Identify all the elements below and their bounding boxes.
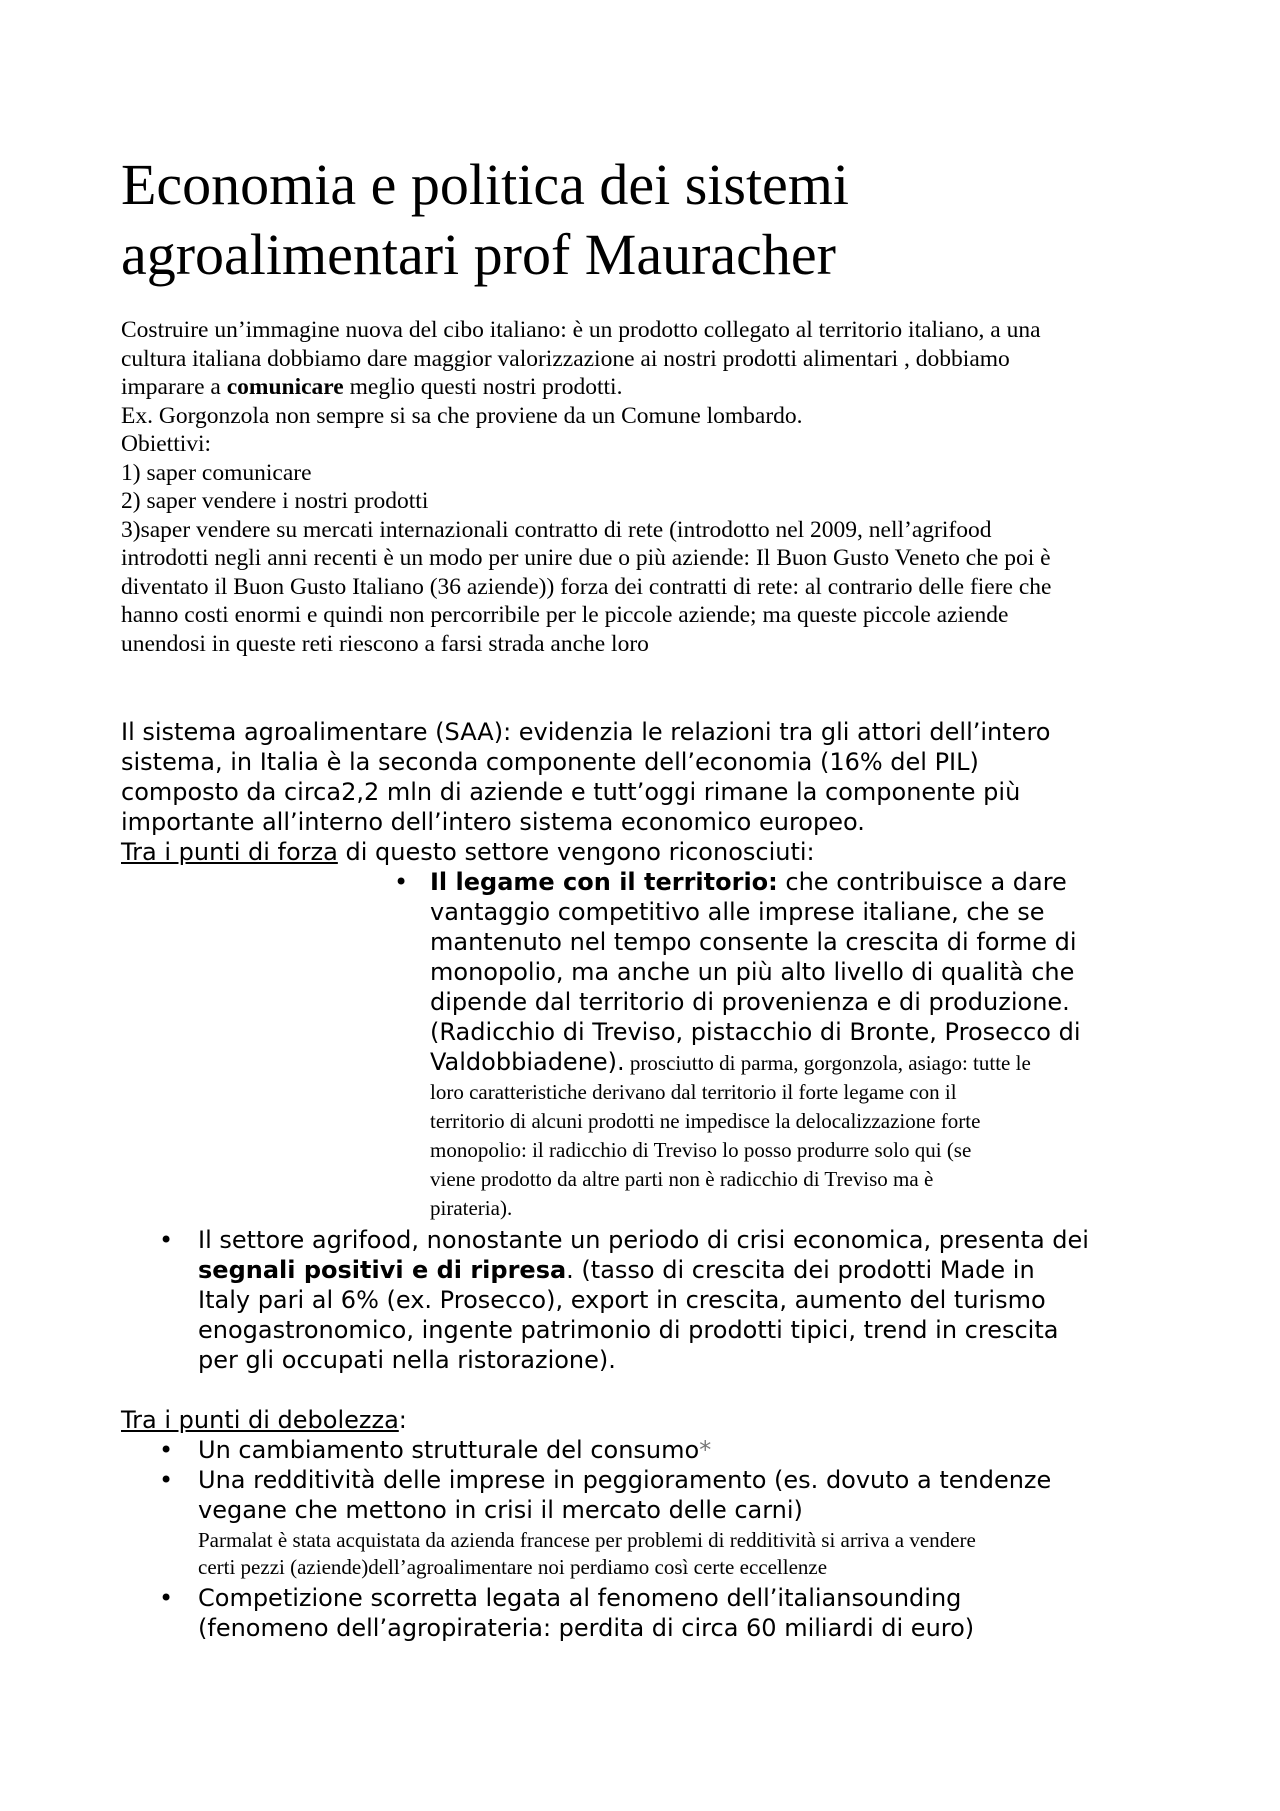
objective-item-cont: unendosi in queste reti riescono a farsi strada anche loro — [121, 630, 649, 657]
objectives-heading: Obiettivi: — [121, 431, 212, 457]
bullet-icon: • — [159, 1584, 174, 1612]
bullet-icon: • — [159, 1436, 174, 1464]
title-line-2: agroalimentari prof Mauracher — [121, 222, 836, 287]
title-line-1: Economia e politica dei sistemi — [121, 152, 850, 217]
bullet-icon: • — [159, 1226, 174, 1254]
saa-line: composto da circa2,2 mln di aziende e tutt’oggi rimane la componente più — [121, 778, 1021, 806]
weakness-item-profitability: Una redditività delle imprese in peggioramento (es. dovuto a tendenze vegane che mettono in crisi il mercato delle carni) — [198, 1466, 1052, 1524]
saa-line: sistema, in Italia è la seconda componente dell’economia (16% del PIL) — [121, 748, 979, 776]
weakness-item-italiansounding: Competizione scorretta legata al fenomeno dell’italiansounding (fenomeno dell’agropirateria: perdita di circa 60 miliardi di euro) — [198, 1584, 975, 1642]
strength-item-territory: Il legame con il territorio: che contribuisce a dare vantaggio competitivo alle imprese italiane, che se mantenuto nel tempo consente la crescita di forme di monopolio, ma anche un più alto livello di qualità che dipende dal territorio di provenienza e di produzione. (Radicchio di Treviso, pistacchio di Bronte, Prosecco di Valdobbiadene). prosciutto di parma, gorgonzola, asiago: tutte le — [430, 868, 1081, 1076]
saa-line: Il sistema agroalimentare (SAA): evidenzia le relazioni tra gli attori dell’intero — [121, 718, 1051, 746]
weakness-item-profitability-notes: Parmalat è stata acquistata da azienda francese per problemi di redditività si arriva a vendere certi pezzi (aziende)dell’agroalimentare noi perdiamo così certe eccellenze — [198, 1528, 976, 1579]
intro-line: cultura italiana dobbiamo dare maggior valorizzazione ai nostri prodotti alimentari , dobbiamo — [121, 345, 1010, 372]
objective-item-cont: hanno costi enormi e quindi non percorribile per le piccole aziende; ma queste piccole aziende — [121, 602, 1009, 628]
intro-line: Costruire un’immagine nuova del cibo italiano: è un prodotto collegato al territorio italiano, a una — [121, 317, 1041, 343]
strengths-heading: Tra i punti di forza di questo settore vengono riconosciuti: — [121, 838, 815, 866]
strength-item-agrifood: Il settore agrifood, nonostante un periodo di crisi economica, presenta dei segnali positivi e di ripresa. (tasso di crescita dei prodotti Made in Italy pari al 6% (ex. Prosecco), export in crescita, aumento del turismo enogastronomico, ingente patrimonio di prodotti tipici, trend in crescita per gli occupati nella ristorazione). — [198, 1226, 1089, 1374]
weakness-item-consumption: Un cambiamento strutturale del consumo* — [198, 1436, 712, 1464]
saa-line: importante all’interno dell’intero sistema economico europeo. — [121, 808, 865, 836]
keyword-comunicare: comunicare — [226, 374, 344, 400]
bullet-icon: • — [159, 1466, 174, 1494]
objective-item-cont: diventato il Buon Gusto Italiano (36 aziende)) forza dei contratti di rete: al contrario delle fiere che — [121, 573, 1052, 600]
saa-paragraph — [121, 717, 1181, 867]
weaknesses-heading: Tra i punti di debolezza: — [121, 1406, 407, 1434]
bullet-icon: • — [394, 868, 409, 896]
document-title — [121, 150, 1181, 290]
objective-item: 2) saper vendere i nostri prodotti — [121, 488, 429, 514]
asterisk-icon: * — [699, 1436, 712, 1464]
objective-item-cont: introdotti negli anni recenti è un modo per unire due o più aziende: Il Buon Gusto Veneto che poi è — [121, 545, 1051, 571]
objective-item: 3)saper vendere su mercati internazionali contratto di rete (introdotto nel 2009, nell’agrifood — [121, 516, 992, 543]
intro-line: imparare a comunicare meglio questi nostri prodotti. — [121, 374, 623, 400]
intro-paragraph — [121, 316, 1181, 658]
strength-item-territory-notes: loro caratteristiche derivano dal territorio il forte legame con il territorio di alcuni prodotti ne impedisce la delocalizzazione forte monopolio: il radicchio di Treviso lo posso produrre solo qui (se viene prodotto da altre parti non è radicchio di Treviso ma è pirateria). — [430, 1080, 981, 1220]
objective-item: 1) saper comunicare — [121, 459, 312, 486]
example-line: Ex. Gorgonzola non sempre si sa che proviene da un Comune lombardo. — [121, 402, 803, 429]
